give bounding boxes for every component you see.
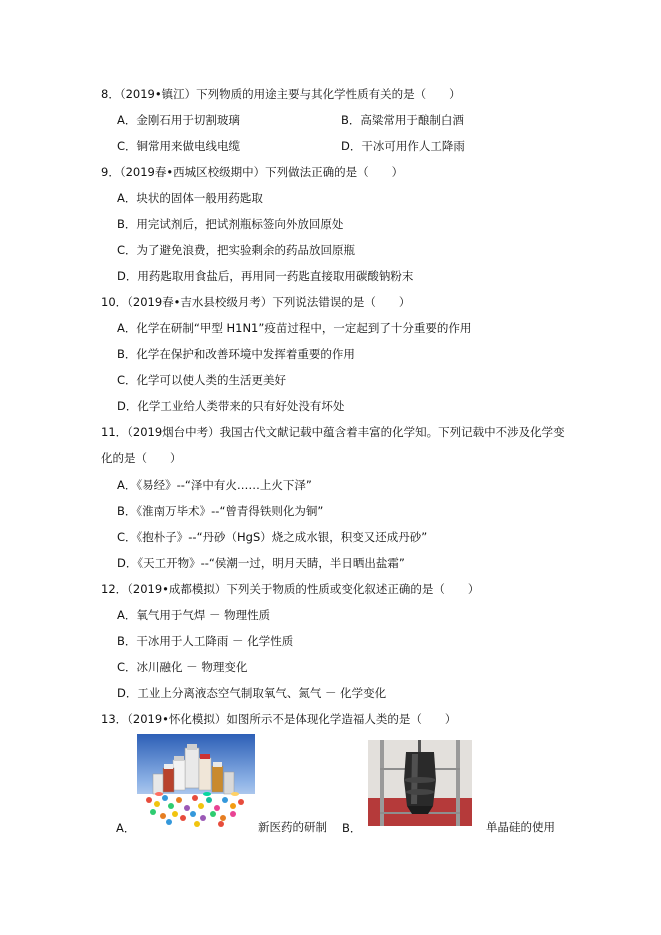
question-9-stem: 9．（2019春•西城区校级期中）下列做法正确的是（ ）: [101, 165, 404, 179]
question-13-option-a-caption: 新医药的研制: [258, 820, 327, 834]
question-10-option-d: D．化学工业给人类带来的只有好处没有坏处: [117, 399, 345, 413]
question-10-stem: 10．（2019春•吉水县校级月考）下列说法错误的是（ ）: [101, 295, 411, 309]
question-13-option-b-letter: B．: [342, 821, 362, 835]
question-9-option-c: C．为了避免浪费，把实验剩余的药品放回原瓶: [117, 243, 356, 257]
question-13-option-a-letter: A．: [116, 821, 136, 835]
question-8-option-c: C．铜常用来做电线电缆: [117, 139, 241, 153]
question-11-stem: 11．（2019烟台中考）我国古代文献记载中蕴含着丰富的化学知。下列记载中不涉及化学变: [101, 425, 565, 439]
question-9-option-b: B．用完试剂后，把试剂瓶标签向外放回原处: [117, 217, 344, 231]
question-8-stem: 8．（2019•镇江）下列物质的用途主要与其化学性质有关的是（ ）: [101, 87, 461, 101]
question-12-option-c: C．冰川融化 － 物理变化: [117, 660, 248, 674]
question-8-option-a: A．金刚石用于切割玻璃: [117, 113, 240, 127]
question-10-option-c: C．化学可以使人类的生活更美好: [117, 373, 287, 387]
question-12-option-d: D．工业上分离液态空气制取氧气、氮气 － 化学变化: [117, 686, 387, 700]
question-13-stem: 13．（2019•怀化模拟）如图所示不是体现化学造福人类的是（ ）: [101, 712, 457, 726]
question-11-option-a: A．《易经》--“泽中有火……上火下泽”: [117, 478, 312, 492]
question-11-option-d: D．《天工开物》--“侯潮一过，明月天睛，半日晒出盐霜”: [117, 556, 405, 570]
question-11-option-b: B．《淮南万毕术》--“曾青得铁则化为铜”: [117, 504, 324, 518]
question-11-stem-continued: 化的是（ ）: [101, 451, 182, 465]
question-12-option-b: B．干冰用于人工降雨 － 化学性质: [117, 634, 294, 648]
question-11-option-c: C．《抱朴子》--“丹砂（HgS）烧之成水银，积变又还成丹砂”: [117, 530, 428, 544]
question-12-stem: 12．（2019•成都模拟）下列关于物质的性质或变化叙述正确的是（ ）: [101, 582, 480, 596]
question-12-option-a: A．氧气用于气焊 － 物理性质: [117, 608, 271, 622]
question-9-option-a: A．块状的固体一般用药匙取: [117, 191, 263, 205]
question-8-option-d: D．干冰可用作人工降雨: [341, 139, 465, 153]
question-8-option-b: B．高粱常用于酿制白酒: [341, 113, 464, 127]
question-13-option-b-caption: 单晶硅的使用: [486, 820, 555, 834]
silicon-crystal-photo: [368, 740, 472, 826]
question-9-option-d: D．用药匙取用食盐后，再用同一药匙直接取用碳酸钠粉末: [117, 269, 414, 283]
medicine-photo: [137, 734, 255, 829]
question-10-option-a: A．化学在研制“甲型 H1N1”疫苗过程中，一定起到了十分重要的作用: [117, 321, 472, 335]
question-10-option-b: B．化学在保护和改善环境中发挥着重要的作用: [117, 347, 355, 361]
